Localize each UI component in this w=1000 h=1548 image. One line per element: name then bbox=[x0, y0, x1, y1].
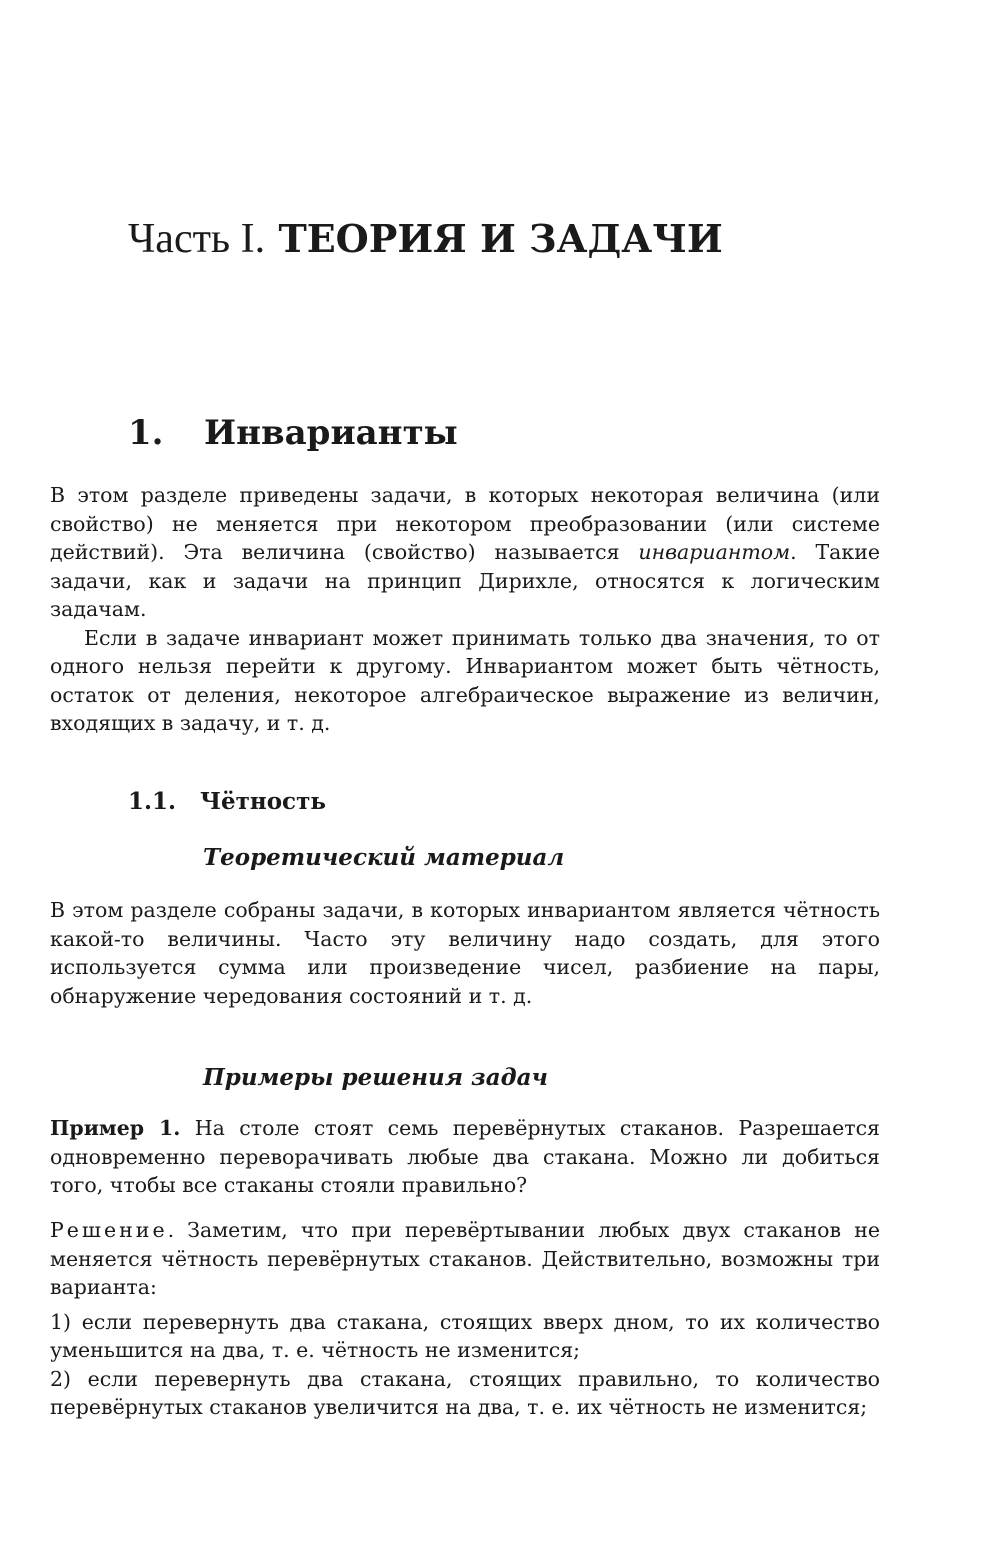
intro-paragraph-2: Если в задаче инвариант может принимать только два значения, то от одного нельзя перейти к другому. Инвариантом может быть чётность, остаток от деления, некоторое алгебраическое выражение из величин, входящих в задачу, и т. д. bbox=[50, 625, 880, 735]
intro-paragraph-1 bbox=[50, 481, 880, 624]
section-name: Чётность bbox=[200, 788, 326, 815]
theory-text bbox=[50, 896, 880, 1010]
section-title bbox=[128, 786, 326, 818]
example-1-label: Пример 1. bbox=[50, 1116, 181, 1140]
intro-p1-start: В этом разделе приведены задачи, в которых некоторая величина (или свойство) не меняется при некотором преобразовании (или системе действий). Эта величина (свойство) называется bbox=[50, 483, 880, 564]
examples-heading: Примеры решения задач bbox=[203, 1064, 548, 1091]
theory-heading: Теоретический материал bbox=[203, 844, 565, 871]
section-number: 1.1. bbox=[128, 788, 177, 815]
part-title bbox=[128, 208, 723, 269]
example-1-text: На столе стоят семь перевёрнутых стаканов. Разрешается одновременно переворачивать любые два стакана. Можно ли добиться того, чтобы все стаканы стояли правильно? bbox=[50, 1116, 880, 1197]
intro-text bbox=[50, 481, 880, 738]
example-1-paragraph bbox=[50, 1114, 880, 1200]
solution-label: Решение bbox=[50, 1218, 168, 1242]
intro-p1-end: . Такие задачи, как и задачи на принцип Дирихле, относятся к логическим задачам. bbox=[50, 540, 880, 621]
solution-paragraph bbox=[50, 1216, 880, 1302]
chapter-title bbox=[128, 408, 458, 458]
list-item-2: 2) если перевернуть два стакана, стоящих правильно, то количество перевёрнутых стаканов увеличится на два, т. е. их чётность не изменится; bbox=[50, 1366, 880, 1419]
solution-text: . Заметим, что при перевёртывании любых двух стаканов не меняется чётность перевёрнутых стаканов. Действительно, возможны три варианта: bbox=[50, 1218, 880, 1299]
solution bbox=[50, 1216, 880, 1422]
chapter-number: 1. bbox=[128, 413, 164, 453]
chapter-name: Инварианты bbox=[204, 413, 458, 453]
example-1 bbox=[50, 1114, 880, 1200]
part-prefix: Часть I. bbox=[128, 216, 266, 262]
theory-paragraph: В этом разделе собраны задачи, в которых инвариантом является чётность какой-то величины. Часто эту величину надо создать, для этого используется сумма или произведение чисел, разбиение на пары, обнаружение чередования состояний и т. д. bbox=[50, 898, 880, 1008]
part-name: ТЕОРИЯ И ЗАДАЧИ bbox=[278, 216, 723, 261]
term-invariant: инвариантом bbox=[638, 540, 791, 564]
list-item-1: 1) если перевернуть два стакана, стоящих вверх дном, то их количество уменьшится на два, т. е. чётность не изменится; bbox=[50, 1309, 880, 1362]
